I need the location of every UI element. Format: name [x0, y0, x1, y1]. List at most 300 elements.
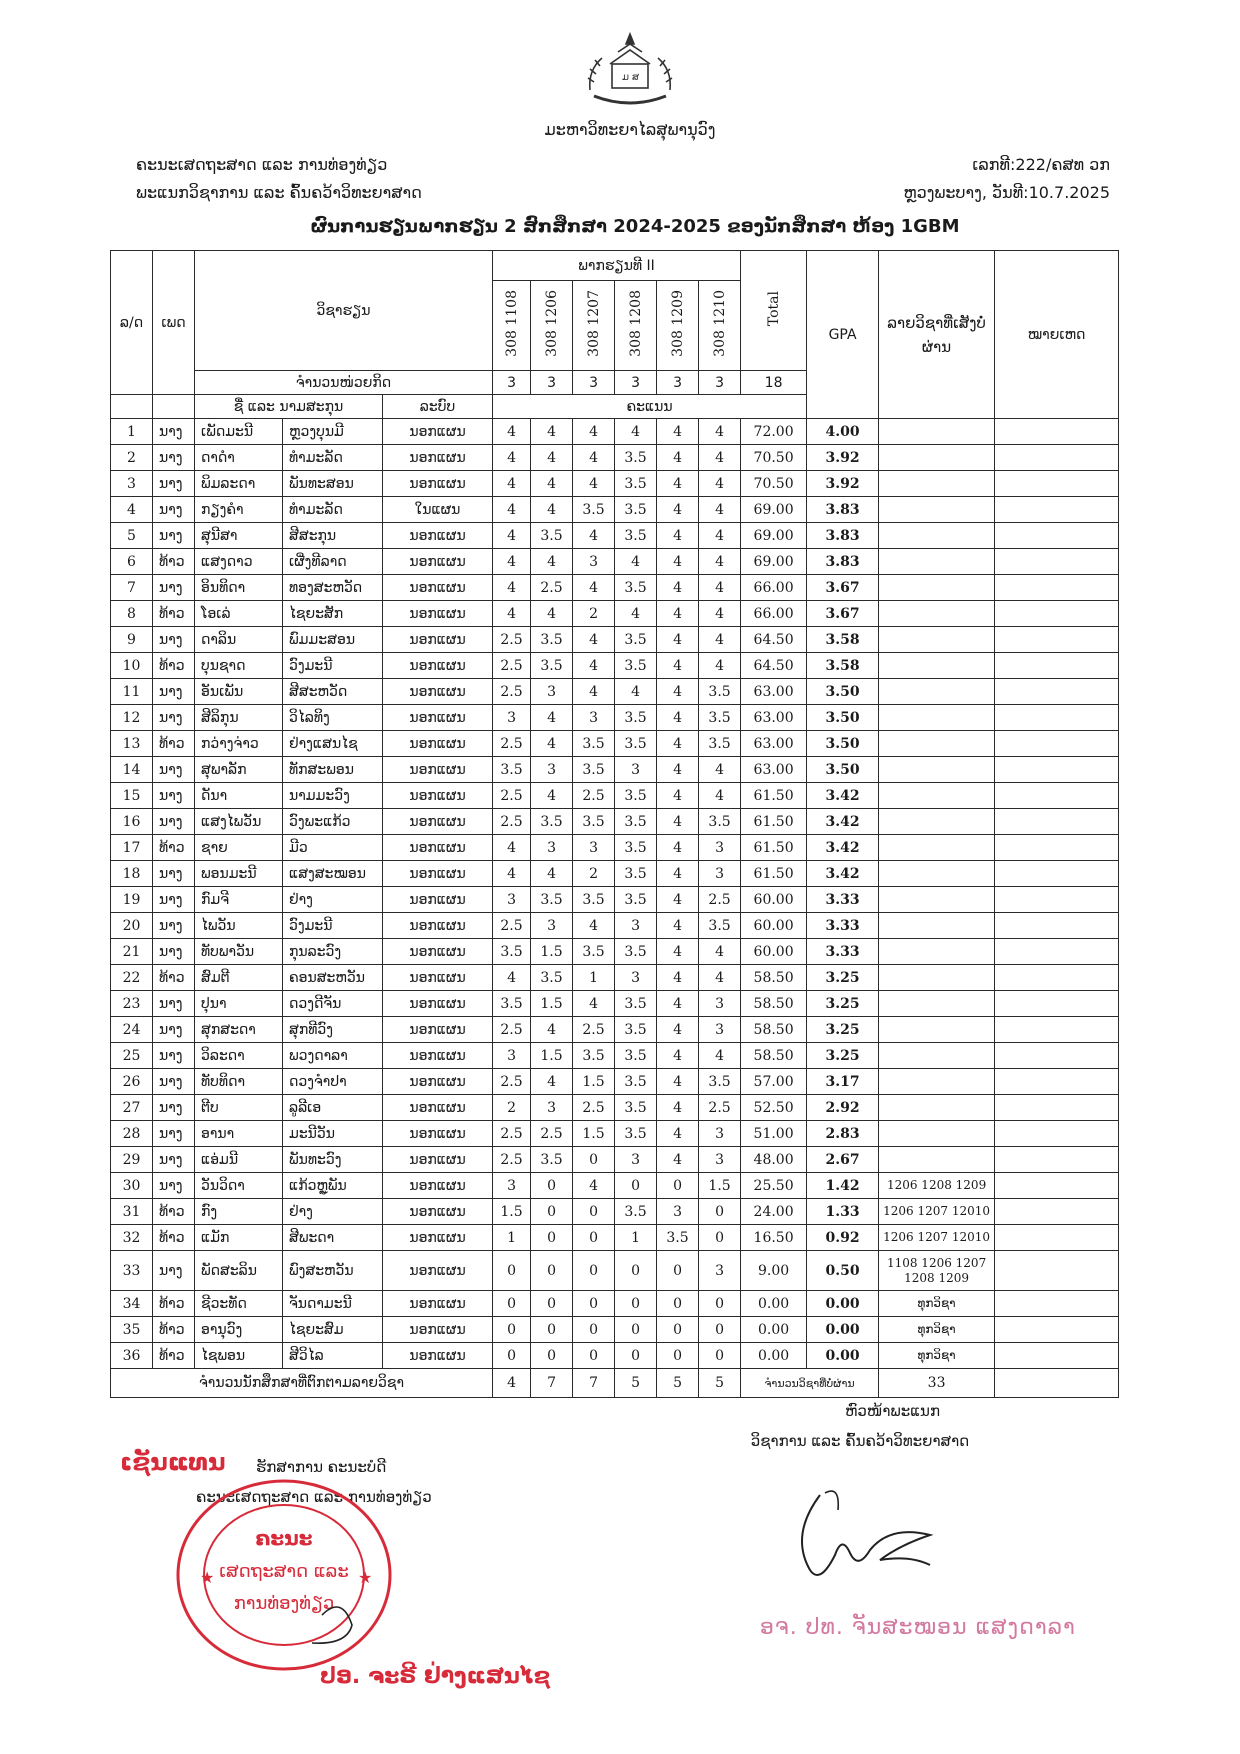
remark	[995, 679, 1119, 705]
remark	[995, 419, 1119, 445]
first-name: ປຸນາ	[195, 991, 283, 1017]
gpa-value: 3.50	[807, 731, 879, 757]
office-name: ພະແນກວິຊາການ ແລະ ຄົ້ນຄວ້າວິທະຍາສາດ	[136, 183, 422, 202]
course-score: 2.5	[493, 679, 531, 705]
row-number: 32	[111, 1225, 153, 1251]
total-score: 58.50	[741, 991, 807, 1017]
acting-dean-name: ປອ. ຈະຣີ ຢ່າງແສນໄຊ	[320, 1664, 551, 1689]
course-score: 2.5	[573, 783, 615, 809]
study-mode: ນອກແຜນ	[383, 549, 493, 575]
header-gender: ເພດ	[153, 251, 195, 395]
study-mode: ນອກແຜນ	[383, 1291, 493, 1317]
first-name: ແອ່ມນີ	[195, 1147, 283, 1173]
failed-count: 7	[531, 1369, 573, 1398]
table-row	[111, 549, 1119, 575]
header-remark: ໝາຍເຫດ	[995, 251, 1119, 419]
course-score: 4	[699, 757, 741, 783]
course-score: 3	[493, 705, 531, 731]
gpa-value: 3.92	[807, 471, 879, 497]
gender: ນາງ	[153, 627, 195, 653]
row-number: 36	[111, 1343, 153, 1369]
total-score: 64.50	[741, 653, 807, 679]
header-no: ລ/ດ	[111, 251, 153, 395]
course-score: 2.5	[493, 1121, 531, 1147]
study-mode: ນອກແຜນ	[383, 575, 493, 601]
remark	[995, 1317, 1119, 1343]
course-score: 3	[699, 991, 741, 1017]
row-number: 17	[111, 835, 153, 861]
head-of-office-name: ອຈ. ປທ. ຈັນສະໝອນ ແສງດາລາ	[760, 1615, 1076, 1640]
course-score: 0	[699, 1199, 741, 1225]
last-name: ວົງມະນີ	[283, 653, 383, 679]
first-name: ເພັດມະນີ	[195, 419, 283, 445]
gpa-value: 1.33	[807, 1199, 879, 1225]
study-mode: ນອກແຜນ	[383, 1173, 493, 1199]
course-score: 3.5	[615, 1199, 657, 1225]
course-score: 4	[573, 679, 615, 705]
course-score: 0	[657, 1343, 699, 1369]
credits-label: ຈຳນວນໜ່ວຍກິດ	[195, 371, 493, 395]
course-score: 3	[615, 965, 657, 991]
failed-subjects: 1206 1207 12010	[879, 1199, 995, 1225]
row-number: 12	[111, 705, 153, 731]
on-behalf-label: ເຊັນແທນ	[120, 1448, 226, 1476]
remark	[995, 627, 1119, 653]
course-score: 3.5	[657, 1225, 699, 1251]
course-score: 2.5	[573, 1095, 615, 1121]
remark	[995, 1121, 1119, 1147]
course-score: 4	[657, 653, 699, 679]
gpa-value: 3.67	[807, 601, 879, 627]
remark	[995, 1199, 1119, 1225]
first-name: ອັນເພັນ	[195, 679, 283, 705]
course-code: 308 1108	[503, 290, 520, 357]
course-score: 3.5	[615, 1095, 657, 1121]
course-score: 3.5	[573, 1043, 615, 1069]
study-mode: ນອກແຜນ	[383, 653, 493, 679]
first-name: ດາລິນ	[195, 627, 283, 653]
course-score: 3.5	[573, 809, 615, 835]
header-score: ຄະແນນ	[493, 395, 807, 419]
failed-subjects	[879, 913, 995, 939]
remark	[995, 497, 1119, 523]
document-number: ເລກທີ:222/ຄສທ ວກ	[972, 155, 1110, 174]
study-mode: ນອກແຜນ	[383, 965, 493, 991]
course-score: 4	[531, 705, 573, 731]
course-score: 4	[657, 965, 699, 991]
course-score: 3.5	[573, 939, 615, 965]
credit-value: 3	[657, 371, 699, 395]
gender: ນາງ	[153, 809, 195, 835]
course-score: 1.5	[531, 991, 573, 1017]
last-name: ດວງຈຳປາ	[283, 1069, 383, 1095]
study-mode: ນອກແຜນ	[383, 1147, 493, 1173]
failed-subjects-total: 33	[879, 1369, 995, 1398]
total-score: 69.00	[741, 497, 807, 523]
course-score: 1.5	[573, 1121, 615, 1147]
footer-blank	[995, 1369, 1119, 1398]
course-score: 4	[657, 523, 699, 549]
course-score: 0	[531, 1251, 573, 1291]
last-name: ພົງສະຫວັນ	[283, 1251, 383, 1291]
course-score: 4	[657, 1095, 699, 1121]
failed-subjects	[879, 861, 995, 887]
study-mode: ນອກແຜນ	[383, 991, 493, 1017]
total-score: 61.50	[741, 809, 807, 835]
course-score: 3	[531, 1095, 573, 1121]
course-score: 0	[531, 1173, 573, 1199]
course-score: 4	[573, 445, 615, 471]
gpa-value: 3.25	[807, 991, 879, 1017]
course-score: 0	[531, 1317, 573, 1343]
study-mode: ນອກແຜນ	[383, 627, 493, 653]
failed-subjects: 1108 1206 1207 1208 1209	[879, 1251, 995, 1291]
remark	[995, 445, 1119, 471]
course-score: 3.5	[615, 809, 657, 835]
first-name: ດັນາ	[195, 783, 283, 809]
course-score: 3.5	[615, 523, 657, 549]
total-score: 72.00	[741, 419, 807, 445]
failed-subjects	[879, 705, 995, 731]
row-number: 30	[111, 1173, 153, 1199]
row-number: 34	[111, 1291, 153, 1317]
course-score: 0	[699, 1343, 741, 1369]
row-number: 33	[111, 1251, 153, 1291]
gender: ນາງ	[153, 445, 195, 471]
course-score: 4	[699, 549, 741, 575]
remark	[995, 731, 1119, 757]
course-score: 3	[699, 1017, 741, 1043]
row-number: 23	[111, 991, 153, 1017]
last-name: ທັກສະພອນ	[283, 757, 383, 783]
gpa-value: 3.33	[807, 887, 879, 913]
course-score: 4	[531, 419, 573, 445]
remark	[995, 549, 1119, 575]
gpa-value: 2.67	[807, 1147, 879, 1173]
gender: ນາງ	[153, 705, 195, 731]
gender: ທ້າວ	[153, 1199, 195, 1225]
course-score: 4	[573, 1173, 615, 1199]
first-name: ທັບທິດາ	[195, 1069, 283, 1095]
study-mode: ນອກແຜນ	[383, 731, 493, 757]
row-number: 35	[111, 1317, 153, 1343]
course-score: 4	[573, 523, 615, 549]
course-score: 3.5	[531, 1147, 573, 1173]
gender: ນາງ	[153, 887, 195, 913]
course-score: 4	[657, 861, 699, 887]
last-name: ທຳມະລັດ	[283, 497, 383, 523]
grades-body	[111, 419, 1119, 1369]
gender: ນາງ	[153, 783, 195, 809]
gender: ນາງ	[153, 1043, 195, 1069]
course-score: 4	[699, 419, 741, 445]
table-row	[111, 419, 1119, 445]
gender: ນາງ	[153, 1251, 195, 1291]
gender: ນາງ	[153, 419, 195, 445]
total-score: 58.50	[741, 1017, 807, 1043]
first-name: ທັບພາວັນ	[195, 939, 283, 965]
course-score: 4	[493, 549, 531, 575]
credits-total: 18	[741, 371, 807, 395]
total-score: 63.00	[741, 705, 807, 731]
course-score: 3.5	[699, 705, 741, 731]
first-name: ສົມຕີ	[195, 965, 283, 991]
course-score: 3	[699, 1147, 741, 1173]
table-row	[111, 861, 1119, 887]
course-header	[573, 281, 615, 371]
course-score: 0	[615, 1173, 657, 1199]
study-mode: ນອກແຜນ	[383, 601, 493, 627]
table-row	[111, 757, 1119, 783]
row-number: 2	[111, 445, 153, 471]
course-score: 4	[531, 731, 573, 757]
table-row	[111, 627, 1119, 653]
remark	[995, 1251, 1119, 1291]
failed-subjects: ທຸກວິຊາ	[879, 1343, 995, 1369]
course-score: 3.5	[615, 731, 657, 757]
table-row	[111, 653, 1119, 679]
row-number: 11	[111, 679, 153, 705]
row-number: 29	[111, 1147, 153, 1173]
table-row	[111, 1199, 1119, 1225]
failed-count: 5	[657, 1369, 699, 1398]
gender: ນາງ	[153, 575, 195, 601]
study-mode: ນອກແຜນ	[383, 913, 493, 939]
total-score: 60.00	[741, 913, 807, 939]
failed-count: 5	[699, 1369, 741, 1398]
course-header	[699, 281, 741, 371]
course-score: 3	[615, 913, 657, 939]
last-name: ຄອນສະຫວັນ	[283, 965, 383, 991]
gender: ທ້າວ	[153, 1317, 195, 1343]
study-mode: ນອກແຜນ	[383, 1017, 493, 1043]
course-score: 2	[573, 601, 615, 627]
course-score: 4	[493, 965, 531, 991]
gender: ທ້າວ	[153, 965, 195, 991]
table-row	[111, 731, 1119, 757]
failed-subjects	[879, 471, 995, 497]
study-mode: ນອກແຜນ	[383, 1317, 493, 1343]
course-score: 4	[573, 471, 615, 497]
row-number: 24	[111, 1017, 153, 1043]
row-number: 16	[111, 809, 153, 835]
course-score: 4	[699, 575, 741, 601]
total-score: 61.50	[741, 861, 807, 887]
course-score: 2.5	[493, 731, 531, 757]
course-score: 3.5	[531, 523, 573, 549]
first-name: ໄຊພອນ	[195, 1343, 283, 1369]
gpa-value: 3.83	[807, 523, 879, 549]
failed-subjects	[879, 965, 995, 991]
course-header	[531, 281, 573, 371]
course-score: 2.5	[699, 887, 741, 913]
head-of-office-label: ຫົວໜ້າພະແນກ	[845, 1402, 940, 1420]
header-blank	[111, 395, 153, 419]
total-score: 66.00	[741, 575, 807, 601]
table-row	[111, 913, 1119, 939]
course-score: 3	[493, 1173, 531, 1199]
course-score: 2.5	[493, 653, 531, 679]
course-score: 3.5	[615, 783, 657, 809]
course-score: 4	[493, 419, 531, 445]
course-score: 4	[699, 601, 741, 627]
grades-table	[110, 250, 1119, 1398]
study-mode: ນອກແຜນ	[383, 523, 493, 549]
course-score: 3.5	[615, 575, 657, 601]
course-score: 3	[699, 1251, 741, 1291]
table-row	[111, 523, 1119, 549]
table-row	[111, 575, 1119, 601]
course-score: 0	[573, 1343, 615, 1369]
header-blank	[153, 395, 195, 419]
last-name: ພັນທະວົງ	[283, 1147, 383, 1173]
first-name: ອານາ	[195, 1121, 283, 1147]
first-name: ໂອເລ່	[195, 601, 283, 627]
failed-subjects	[879, 653, 995, 679]
study-mode: ນອກແຜນ	[383, 419, 493, 445]
course-score: 0	[699, 1291, 741, 1317]
course-score: 4	[699, 445, 741, 471]
first-name: ວັນວິດາ	[195, 1173, 283, 1199]
course-score: 4	[657, 627, 699, 653]
remark	[995, 835, 1119, 861]
course-score: 4	[699, 471, 741, 497]
gender: ນາງ	[153, 1173, 195, 1199]
course-score: 3	[573, 835, 615, 861]
total-score: 51.00	[741, 1121, 807, 1147]
course-score: 4	[657, 991, 699, 1017]
remark	[995, 861, 1119, 887]
course-score: 3.5	[573, 887, 615, 913]
failed-count: 4	[493, 1369, 531, 1398]
course-score: 0	[573, 1225, 615, 1251]
total-score: 58.50	[741, 1043, 807, 1069]
remark	[995, 1017, 1119, 1043]
course-score: 4	[657, 887, 699, 913]
gpa-value: 3.83	[807, 549, 879, 575]
first-name: ດາດຳ	[195, 445, 283, 471]
first-name: ກຽງຄຳ	[195, 497, 283, 523]
gpa-value: 3.42	[807, 809, 879, 835]
course-score: 3	[531, 679, 573, 705]
course-score: 3.5	[699, 809, 741, 835]
header-total-label: Total	[765, 290, 782, 327]
course-score: 3.5	[493, 757, 531, 783]
study-mode: ນອກແຜນ	[383, 835, 493, 861]
course-score: 4	[493, 575, 531, 601]
failed-subjects	[879, 1043, 995, 1069]
course-score: 4	[531, 471, 573, 497]
course-score: 3.5	[573, 757, 615, 783]
course-score: 0	[657, 1251, 699, 1291]
course-score: 0	[699, 1317, 741, 1343]
course-score: 3	[657, 1199, 699, 1225]
table-row	[111, 1291, 1119, 1317]
course-score: 4	[657, 783, 699, 809]
credit-value: 3	[699, 371, 741, 395]
gpa-value: 3.50	[807, 679, 879, 705]
course-score: 3	[615, 1147, 657, 1173]
course-score: 4	[657, 1043, 699, 1069]
gender: ນາງ	[153, 471, 195, 497]
total-score: 70.50	[741, 445, 807, 471]
course-score: 0	[573, 1317, 615, 1343]
row-number: 31	[111, 1199, 153, 1225]
course-score: 2	[493, 1095, 531, 1121]
study-mode: ໃນແຜນ	[383, 497, 493, 523]
course-score: 1.5	[531, 1043, 573, 1069]
gpa-value: 0.00	[807, 1343, 879, 1369]
course-score: 3	[615, 757, 657, 783]
study-mode: ນອກແຜນ	[383, 1043, 493, 1069]
row-number: 10	[111, 653, 153, 679]
svg-text:ມ: ມ	[622, 72, 630, 83]
course-score: 4	[573, 419, 615, 445]
course-score: 4	[531, 445, 573, 471]
gpa-value: 3.67	[807, 575, 879, 601]
study-mode: ນອກແຜນ	[383, 1095, 493, 1121]
first-name: ຕີບ	[195, 1095, 283, 1121]
course-score: 3.5	[573, 731, 615, 757]
last-name: ໄຊຍະສົມ	[283, 1317, 383, 1343]
remark	[995, 601, 1119, 627]
failed-subjects	[879, 445, 995, 471]
first-name: ຊີວະທັດ	[195, 1291, 283, 1317]
remark	[995, 1069, 1119, 1095]
gender: ນາງ	[153, 913, 195, 939]
course-score: 4	[573, 627, 615, 653]
failed-subjects	[879, 575, 995, 601]
last-name: ດວງດີຈັນ	[283, 991, 383, 1017]
failed-subjects: 1206 1207 12010	[879, 1225, 995, 1251]
course-score: 2.5	[493, 1017, 531, 1043]
total-score: 60.00	[741, 939, 807, 965]
gpa-value: 3.50	[807, 757, 879, 783]
course-score: 3.5	[615, 705, 657, 731]
row-number: 5	[111, 523, 153, 549]
remark	[995, 523, 1119, 549]
course-score: 3.5	[699, 913, 741, 939]
course-score: 4	[573, 575, 615, 601]
course-score: 3.5	[615, 1017, 657, 1043]
first-name: ສຸພາລັກ	[195, 757, 283, 783]
gpa-value: 3.42	[807, 783, 879, 809]
failed-count: 7	[573, 1369, 615, 1398]
gender: ທ້າວ	[153, 601, 195, 627]
course-score: 3	[493, 1043, 531, 1069]
first-name: ກວ່າງຈ່າວ	[195, 731, 283, 757]
row-number: 20	[111, 913, 153, 939]
total-score: 0.00	[741, 1317, 807, 1343]
row-number: 26	[111, 1069, 153, 1095]
row-number: 13	[111, 731, 153, 757]
last-name: ມະນີວັນ	[283, 1121, 383, 1147]
study-mode: ນອກແຜນ	[383, 445, 493, 471]
header-failed-subjects: ລາຍວິຊາທີ່ເສັງບໍ່ຜ່ານ	[879, 251, 995, 419]
failed-subjects	[879, 835, 995, 861]
last-name: ວິໄລທິງ	[283, 705, 383, 731]
total-score: 61.50	[741, 783, 807, 809]
course-score: 4	[493, 445, 531, 471]
gender: ນາງ	[153, 757, 195, 783]
gpa-value: 3.58	[807, 653, 879, 679]
total-score: 66.00	[741, 601, 807, 627]
last-name: ກຸນລະວົງ	[283, 939, 383, 965]
first-name: ສຸນີສາ	[195, 523, 283, 549]
table-row	[111, 497, 1119, 523]
course-score: 4	[531, 601, 573, 627]
gender: ນາງ	[153, 1147, 195, 1173]
